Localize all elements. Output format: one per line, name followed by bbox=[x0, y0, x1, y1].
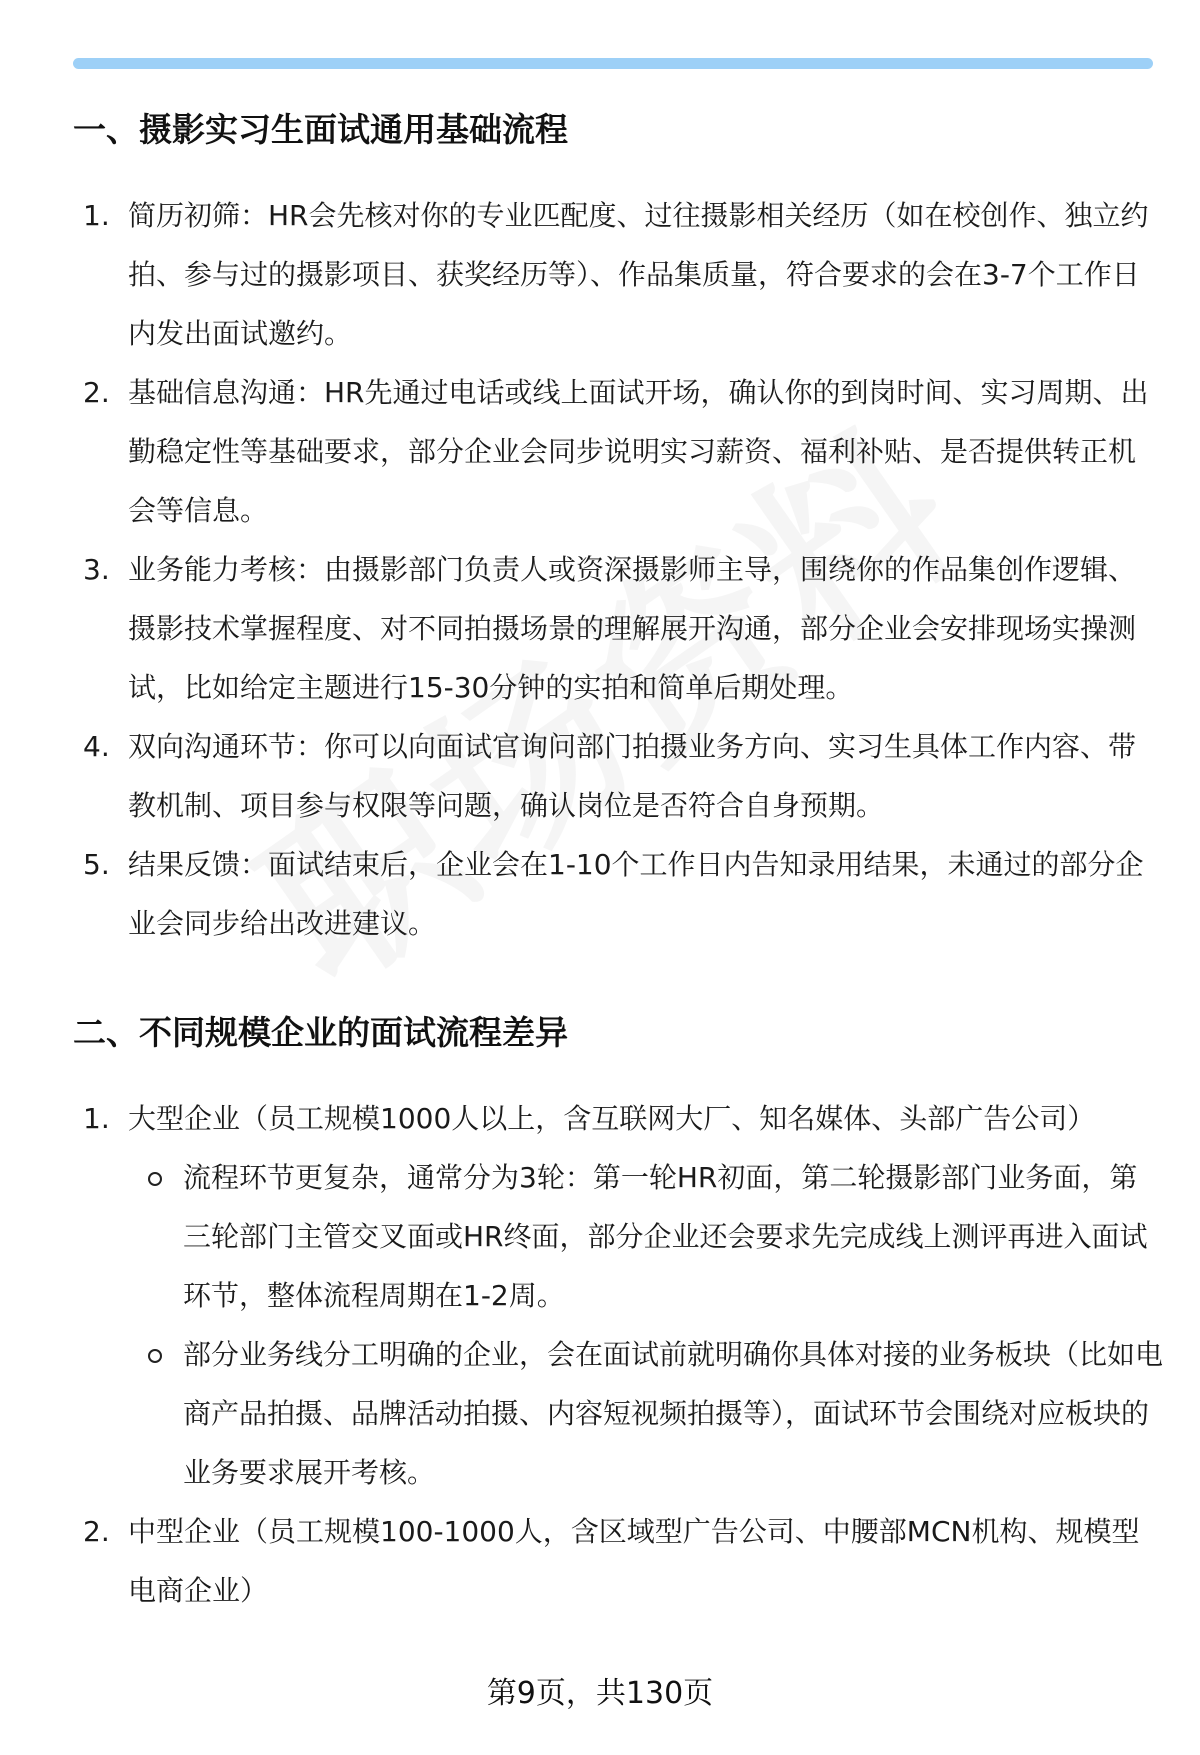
list-item bbox=[73, 1502, 1163, 1620]
document-body bbox=[73, 100, 1163, 1620]
page-footer: 第9页，共130页 bbox=[486, 1676, 714, 1711]
hollow-bullet-icon bbox=[148, 1172, 162, 1186]
section-1-list bbox=[73, 186, 1163, 953]
list-number: 2. bbox=[83, 1515, 110, 1548]
list-item-text: 双向沟通环节：你可以向面试官询问部门拍摄业务方向、实习生具体工作内容、带教机制、项目参与权限等问题，确认岗位是否符合自身预期。 bbox=[128, 730, 1137, 822]
section-2-list bbox=[73, 1089, 1163, 1620]
list-number: 5. bbox=[83, 848, 110, 881]
list-item-text: 业务能力考核：由摄影部门负责人或资深摄影师主导，围绕你的作品集创作逻辑、摄影技术掌握程度、对不同拍摄场景的理解展开沟通，部分企业会安排现场实操测试，比如给定主题进行15-30分钟的实拍和简单后期处理。 bbox=[128, 553, 1137, 704]
list-item-text: 简历初筛：HR会先核对你的专业匹配度、过往摄影相关经历（如在校创作、独立约拍、参与过的摄影项目、获奖经历等）、作品集质量，符合要求的会在3-7个工作日内发出面试邀约。 bbox=[128, 199, 1149, 350]
section-1-title: 一、摄影实习生面试通用基础流程 bbox=[73, 110, 568, 149]
list-item bbox=[73, 1089, 1163, 1502]
list-item bbox=[73, 835, 1163, 953]
list-item-text: 中型企业（员工规模100-1000人，含区域型广告公司、中腰部MCN机构、规模型电商企业） bbox=[128, 1515, 1140, 1607]
list-number: 1. bbox=[83, 1102, 110, 1135]
list-item-text: 结果反馈：面试结束后，企业会在1-10个工作日内告知录用结果，未通过的部分企业会同步给出改进建议。 bbox=[128, 848, 1144, 940]
list-item bbox=[73, 363, 1163, 540]
section-2-title: 二、不同规模企业的面试流程差异 bbox=[73, 1013, 568, 1052]
top-accent-bar bbox=[73, 58, 1153, 69]
sub-list bbox=[128, 1148, 1163, 1502]
list-item bbox=[73, 186, 1163, 363]
list-item bbox=[73, 540, 1163, 717]
sub-list-item-text: 部分业务线分工明确的企业，会在面试前就明确你具体对接的业务板块（比如电商产品拍摄、品牌活动拍摄、内容短视频拍摄等），面试环节会围绕对应板块的业务要求展开考核。 bbox=[183, 1338, 1164, 1489]
sub-list-item bbox=[128, 1148, 1163, 1325]
hollow-bullet-icon bbox=[148, 1349, 162, 1363]
sub-list-item-text: 流程环节更复杂，通常分为3轮：第一轮HR初面，第二轮摄影部门业务面，第三轮部门主管交叉面或HR终面，部分企业还会要求先完成线上测评再进入面试环节，整体流程周期在1-2周。 bbox=[183, 1161, 1148, 1312]
list-item bbox=[73, 717, 1163, 835]
list-number: 3. bbox=[83, 553, 110, 586]
list-number: 4. bbox=[83, 730, 110, 763]
list-number: 1. bbox=[83, 199, 110, 232]
list-item-text: 基础信息沟通：HR先通过电话或线上面试开场，确认你的到岗时间、实习周期、出勤稳定性等基础要求，部分企业会同步说明实习薪资、福利补贴、是否提供转正机会等信息。 bbox=[128, 376, 1149, 527]
sub-list-item bbox=[128, 1325, 1163, 1502]
list-number: 2. bbox=[83, 376, 110, 409]
list-item-text: 大型企业（员工规模1000人以上，含互联网大厂、知名媒体、头部广告公司） bbox=[128, 1102, 1096, 1135]
